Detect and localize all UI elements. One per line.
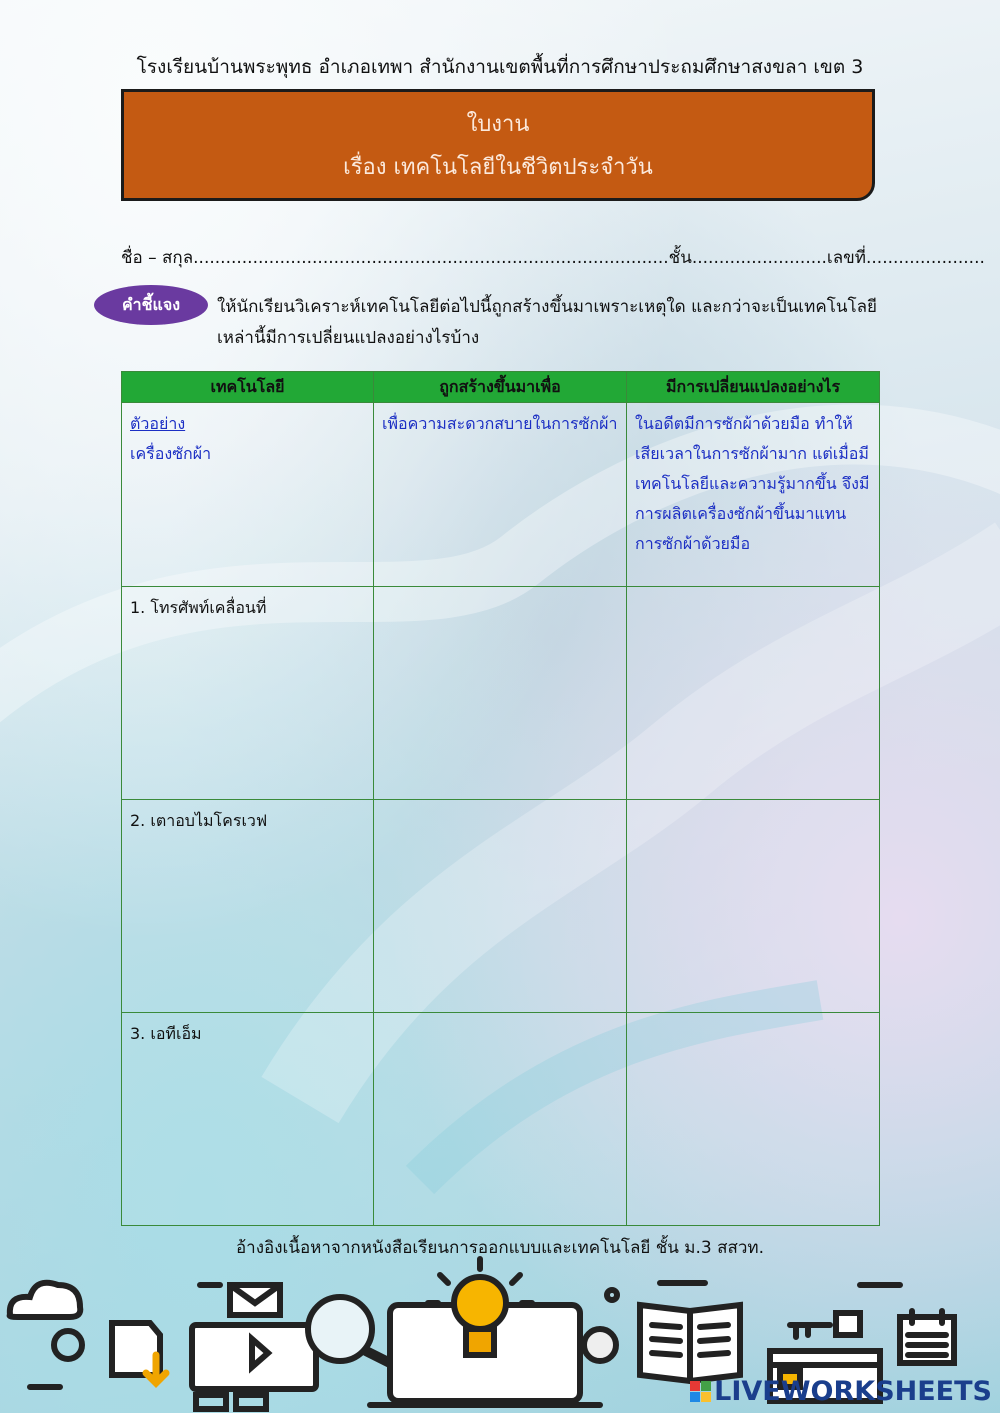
example-tech: เครื่องซักผ้า — [130, 444, 212, 463]
table-row-example — [122, 403, 880, 587]
worksheet-label: ใบงาน — [466, 112, 530, 137]
liveworksheets-logo-mark — [690, 1381, 711, 1402]
header-change: มีการเปลี่ยนแปลงอย่างไร — [627, 372, 880, 403]
instruction-badge: คำชี้แจง — [94, 285, 208, 325]
answer-purpose-cell[interactable] — [374, 1013, 627, 1226]
liveworksheets-logo — [690, 1376, 992, 1407]
example-tech-cell — [122, 403, 374, 587]
header-technology: เทคโนโลยี — [122, 372, 374, 403]
row-tech: 2. เตาอบไมโครเวฟ — [122, 800, 374, 1013]
example-change: ในอดีตมีการซักผ้าด้วยมือ ทำให้เสียเวลาในการซักผ้ามาก แต่เมื่อมีเทคโนโลยีและความรู้มากขึ้น จึงมีการผลิตเครื่องซักผ้าขึ้นมาแทนการซักผ้าด้วยมือ — [627, 403, 880, 587]
title-banner — [121, 89, 875, 201]
lightbulb-icon — [454, 1277, 506, 1329]
table-header-row — [122, 372, 880, 403]
row-tech: 1. โทรศัพท์เคลื่อนที่ — [122, 587, 374, 800]
worksheet-table — [121, 371, 880, 1226]
school-name: โรงเรียนบ้านพระพุทธ อำเภอเทพา สำนักงานเขตพื้นที่การศึกษาประถมศึกษาสงขลา เขต 3 — [136, 56, 864, 78]
answer-change-cell[interactable] — [627, 587, 880, 800]
reference-note: อ้างอิงเนื้อหาจากหนังสือเรียนการออกแบบและเทคโนโลยี ชั้น ม.3 สสวท. — [235, 1238, 765, 1258]
table-row — [122, 800, 880, 1013]
liveworksheets-logo-text: LIVEWORKSHEETS — [714, 1376, 992, 1407]
table-row — [122, 1013, 880, 1226]
example-label: ตัวอย่าง — [130, 414, 186, 433]
gear-icon — [584, 1329, 616, 1361]
answer-purpose-cell[interactable] — [374, 800, 627, 1013]
answer-change-cell[interactable] — [627, 1013, 880, 1226]
worksheet-topic: เรื่อง เทคโนโลยีในชีวิตประจำวัน — [343, 155, 653, 180]
answer-change-cell[interactable] — [627, 800, 880, 1013]
table-row — [122, 587, 880, 800]
cloud-icon — [10, 1283, 81, 1317]
example-purpose: เพื่อความสะดวกสบายในการซักผ้า — [374, 403, 627, 587]
instruction-text: ให้นักเรียนวิเคราะห์เทคโนโลยีต่อไปนี้ถูกสร้างขึ้นมาเพราะเหตุใด และกว่าจะเป็นเทคโนโลยีเหล่านี้มีการเปลี่ยนแปลงอย่างไรบ้าง — [217, 297, 877, 348]
header-purpose: ถูกสร้างขึ้นมาเพื่อ — [374, 372, 627, 403]
answer-purpose-cell[interactable] — [374, 587, 627, 800]
user-icon — [54, 1331, 82, 1359]
student-info-line: ชื่อ – สกุล........................................................................................ชั้น.........................เลขที่...................... — [121, 248, 985, 268]
row-tech: 3. เอทีเอ็ม — [122, 1013, 374, 1226]
key-icon — [790, 1325, 830, 1337]
